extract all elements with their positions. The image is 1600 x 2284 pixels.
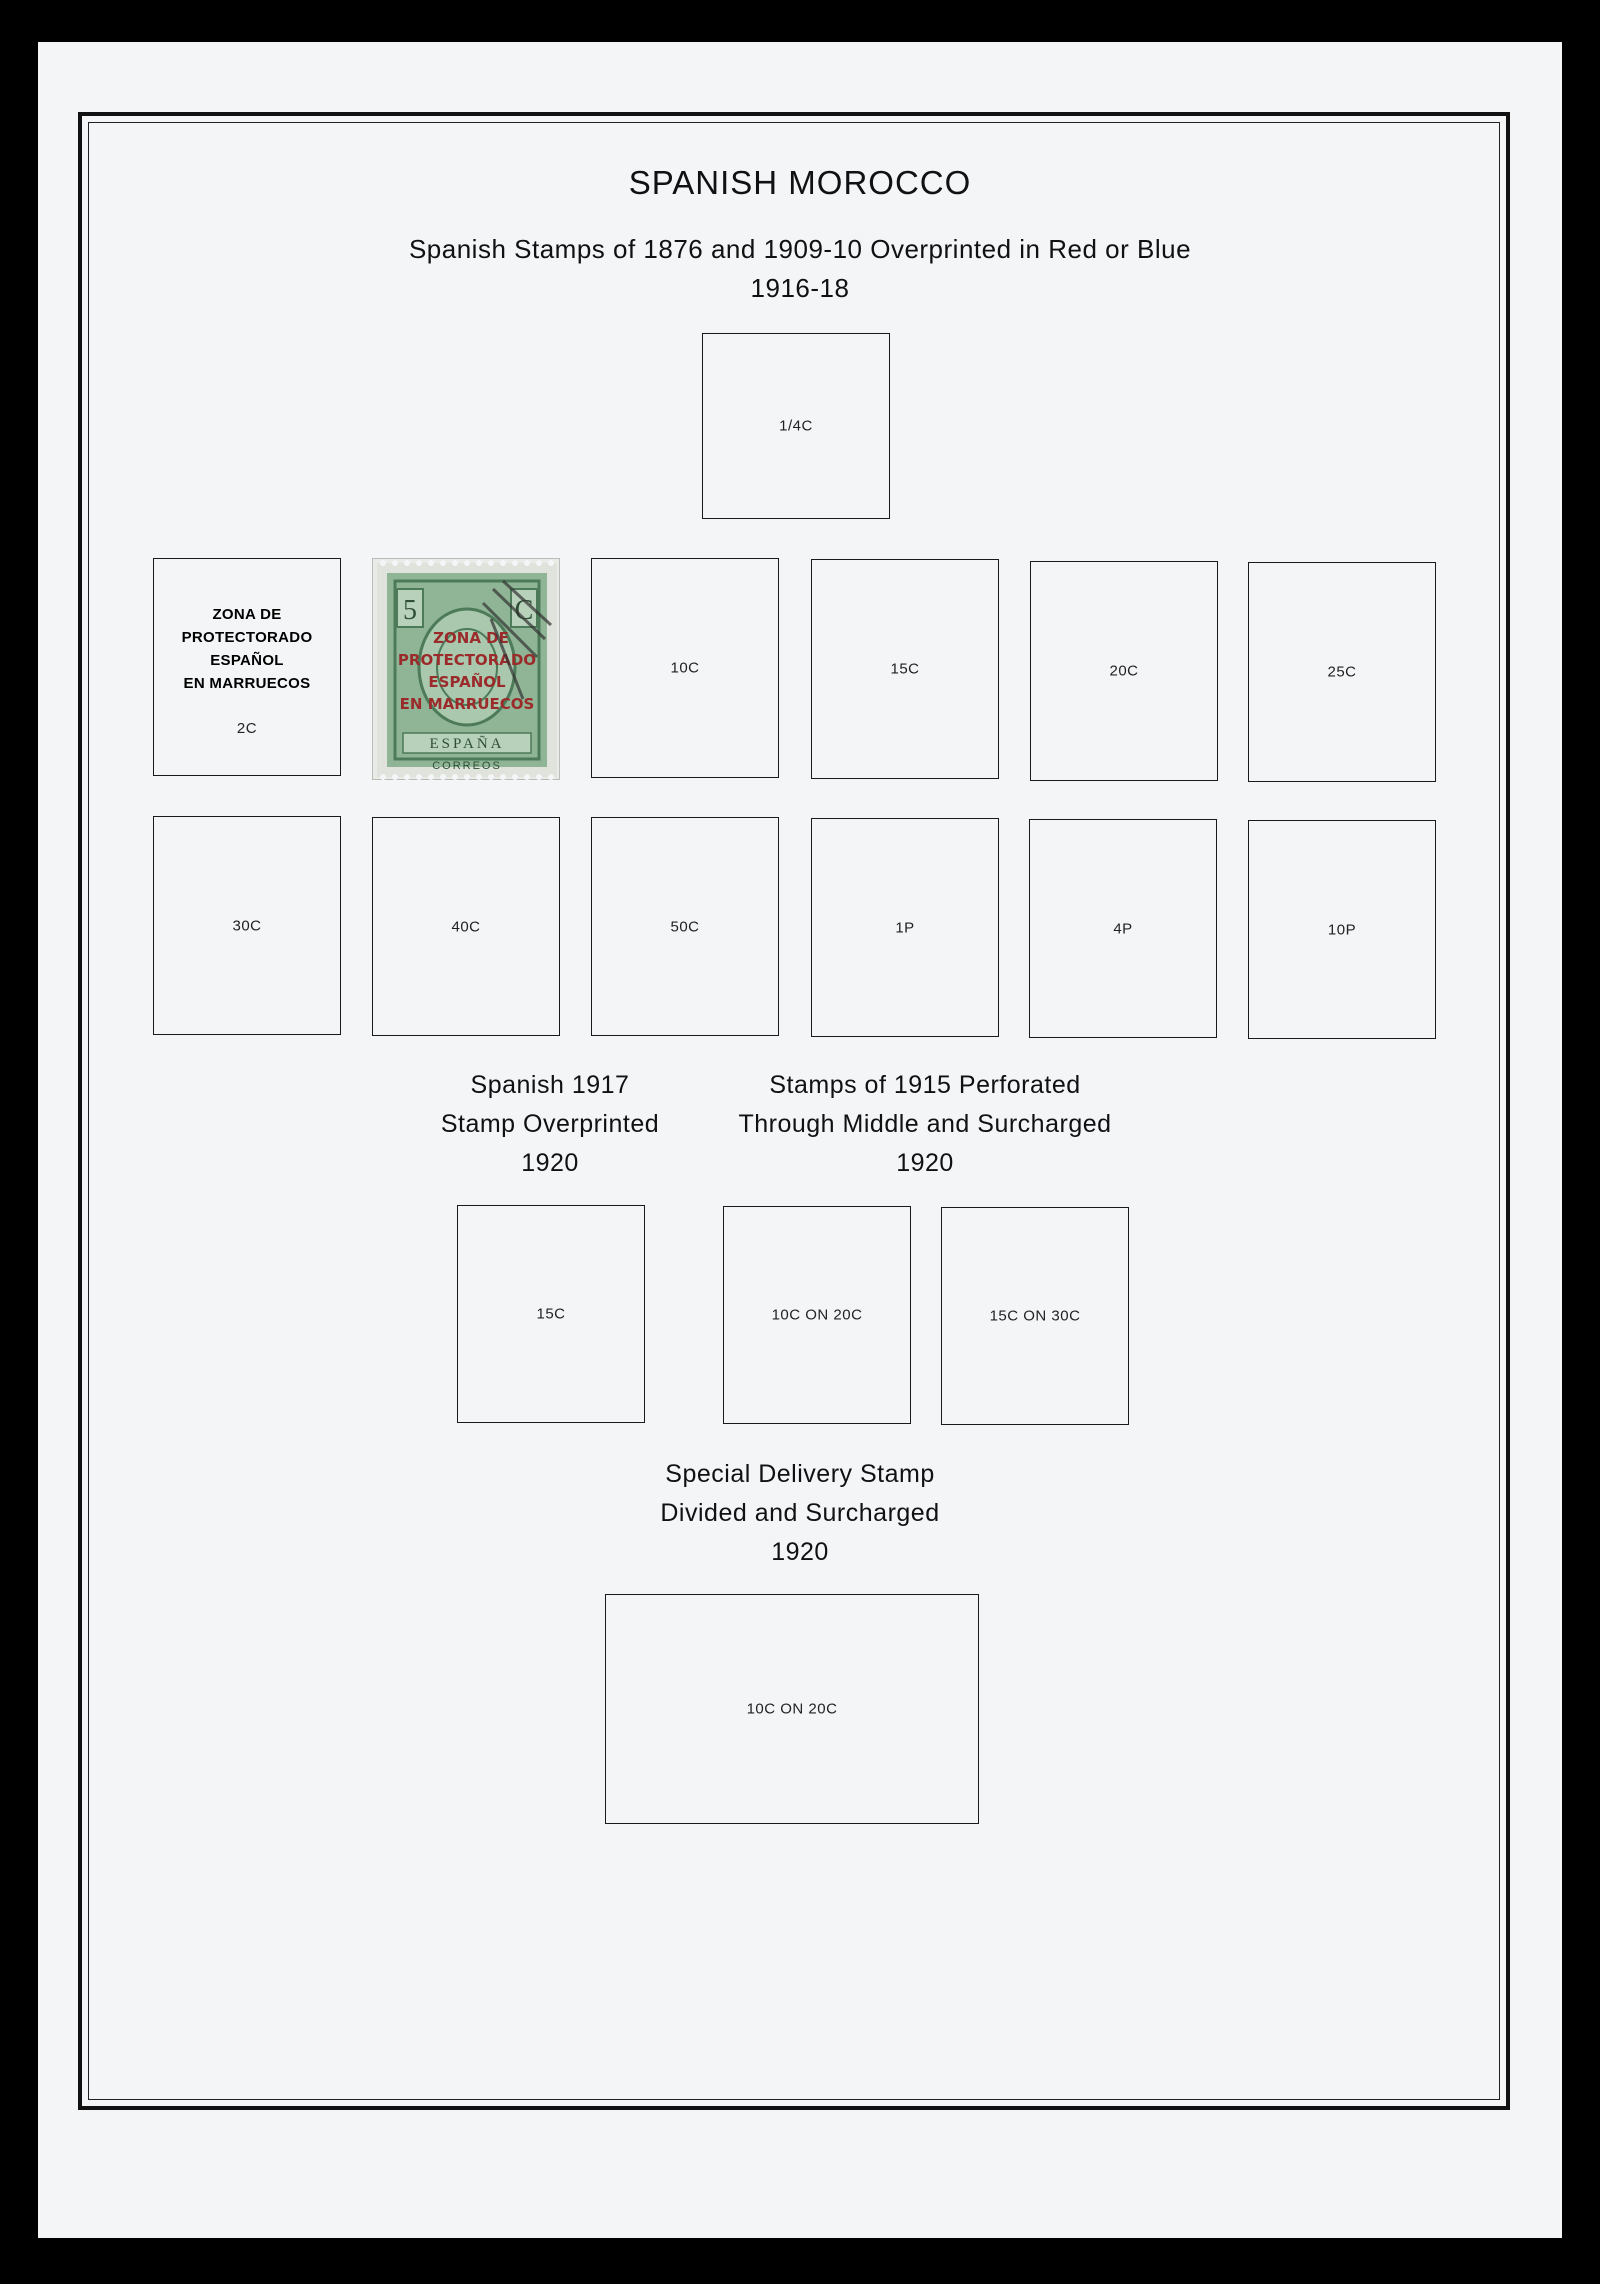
- stamp-slot[interactable]: [591, 558, 779, 778]
- stamp-slot[interactable]: [372, 817, 560, 1036]
- stamp-slot-label: 30C: [232, 917, 262, 934]
- svg-text:ESPAÑOL: ESPAÑOL: [428, 673, 506, 691]
- stamp-slot[interactable]: [591, 817, 779, 1036]
- page-years: 1916-18: [750, 273, 850, 303]
- svg-text:5: 5: [403, 595, 417, 626]
- stamp-slot[interactable]: [1030, 561, 1218, 781]
- stamp-image: [373, 559, 561, 781]
- stamp-slot[interactable]: [1248, 562, 1436, 782]
- stamp-slot[interactable]: [811, 559, 999, 779]
- stamp-slot[interactable]: [457, 1205, 645, 1423]
- svg-text:ESPAÑA: ESPAÑA: [429, 736, 505, 752]
- stamp-slot-label: 1P: [895, 919, 915, 936]
- stamp-slot-label: 40C: [451, 918, 481, 935]
- section-heading: Spanish 1917 Stamp Overprinted 1920: [440, 1071, 660, 1177]
- stamp-slot-label: 4P: [1113, 920, 1133, 937]
- svg-text:ZONA DE: ZONA DE: [433, 629, 509, 647]
- stamp-slot[interactable]: [941, 1207, 1129, 1425]
- svg-text:CORREOS: CORREOS: [432, 760, 502, 772]
- page-subtitle: Spanish Stamps of 1876 and 1909-10 Overprinted in Red or Blue: [408, 234, 1192, 264]
- stamp-slot[interactable]: [702, 333, 890, 519]
- stamp-slot-label: 10C ON 20C: [771, 1306, 863, 1324]
- stamp-slot-label: 10C ON 20C: [746, 1700, 838, 1718]
- stamp-slot-label: 10P: [1327, 921, 1357, 938]
- overprint-sample: ZONA DE PROTECTORADO ESPAÑOL EN MARRUECOS: [181, 606, 313, 692]
- svg-text:PROTECTORADO: PROTECTORADO: [397, 651, 537, 669]
- section-heading: Stamps of 1915 Perforated Through Middle and Surcharged 1920: [738, 1071, 1112, 1177]
- stamp-slot-label: 2C: [236, 720, 258, 737]
- stamp-slot[interactable]: [153, 816, 341, 1035]
- svg-text:EN MARRUECOS: EN MARRUECOS: [399, 695, 535, 713]
- stamp-slot[interactable]: [1248, 820, 1436, 1039]
- stamp-slot[interactable]: [1029, 819, 1217, 1038]
- page-title: SPANISH MOROCCO: [628, 164, 972, 201]
- stamp-slot-label: 1/4C: [779, 417, 813, 435]
- stamp-slot[interactable]: [811, 818, 999, 1037]
- mounted-stamp[interactable]: [372, 558, 560, 780]
- stamp-slot-label: 15C: [536, 1305, 566, 1323]
- stamp-slot[interactable]: [723, 1206, 911, 1424]
- stamp-slot-label: 15C: [890, 660, 920, 678]
- section-heading: Special Delivery Stamp Divided and Surcharged 1920: [660, 1460, 940, 1566]
- svg-text:C: C: [514, 595, 534, 626]
- stamp-slot-label: 10C: [670, 659, 700, 677]
- stamp-slot-label: 50C: [670, 918, 700, 935]
- stamp-slot[interactable]: [605, 1594, 979, 1824]
- stamp-slot-label: 25C: [1327, 663, 1357, 681]
- stamp-slot-label: 15C ON 30C: [989, 1307, 1081, 1325]
- stamp-slot[interactable]: [153, 558, 341, 776]
- stamp-slot-label: 20C: [1109, 662, 1139, 680]
